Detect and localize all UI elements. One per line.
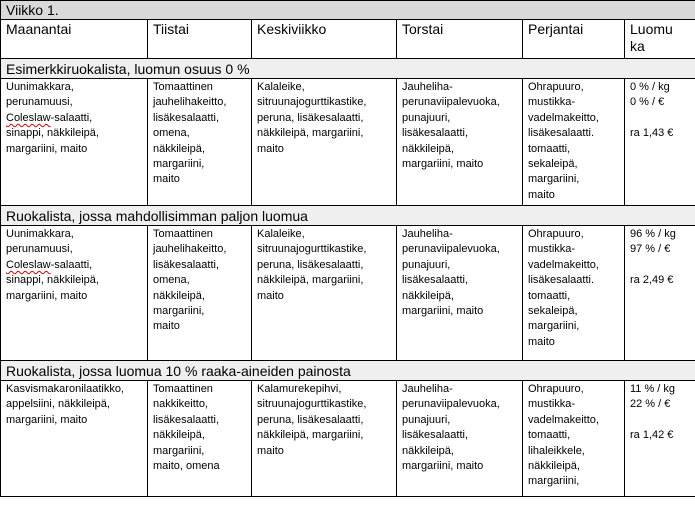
menu-line: näkkileipä, — [402, 444, 454, 457]
menu-line: margariini, maito — [402, 305, 484, 318]
organic-share-cell — [625, 79, 695, 206]
menu-line: margariini, — [528, 173, 580, 186]
friday-menu-cell — [523, 79, 625, 206]
spacer — [630, 258, 691, 273]
column-header-tuesday: Tiistai — [148, 20, 252, 59]
spacer — [630, 413, 691, 428]
menu-line: lisäkesalaatti. — [528, 127, 595, 140]
menu-line: maito — [153, 173, 180, 186]
menu-line: näkkileipä, — [528, 460, 580, 473]
menu-line: lisäkesalaatti, — [153, 111, 220, 124]
menu-line: appelsiini, näkkileipä, — [6, 398, 110, 411]
monday-menu-cell — [1, 381, 148, 497]
menu-line: jauhelihakeitto, — [153, 243, 227, 256]
menu-line: mustikka- — [528, 96, 576, 109]
menu-line: Tomaattinen — [153, 383, 213, 395]
menu-line: perunamuusi, — [6, 243, 73, 256]
menu-line: sitruunajogurttikastike, — [257, 96, 367, 109]
menu-line: tomaatti, — [528, 289, 571, 302]
menu-line: maito — [528, 335, 555, 348]
menu-line: vadelmakeitto, — [528, 111, 599, 124]
menu-line: nakkikeitto, — [153, 398, 209, 411]
menu-line: sekaleipä, — [528, 158, 578, 171]
menu-line: lisäkesalaatti, — [153, 258, 220, 271]
menu-line: näkkileipä, — [402, 289, 454, 302]
menu-line: peruna, lisäkesalaatti, — [257, 413, 364, 426]
organic-share-by-weight: 0 % / kg — [630, 81, 670, 93]
tuesday-menu-cell — [148, 381, 252, 497]
menu-line: näkkileipä, margariini, — [257, 274, 364, 287]
monday-menu-cell — [1, 79, 148, 206]
menu-line: jauhelihakeitto, — [153, 96, 227, 109]
menu-line: lisäkesalaatti, — [402, 274, 469, 287]
menu-line: margariini, maito — [402, 460, 484, 473]
menu-line: maito — [153, 320, 180, 333]
menu-line: maito, omena — [153, 460, 220, 473]
menu-line: punajuuri, — [402, 111, 451, 124]
menu-line: Kalaleike, — [257, 228, 305, 240]
menu-line: punajuuri, — [402, 413, 451, 426]
thursday-menu-cell — [397, 381, 523, 497]
menu-line: margariini, — [153, 305, 205, 318]
menu-line: mustikka- — [528, 398, 576, 411]
menu-line: maito — [257, 444, 284, 457]
menu-line: sinappi, näkkileipä, — [6, 127, 99, 140]
menu-line: lisäkesalaatti. — [528, 274, 595, 287]
thursday-menu-cell — [397, 79, 523, 206]
section-title: Esimerkkiruokalista, luomun osuus 0 % — [1, 59, 695, 79]
menu-line: Ohrapuuro, — [528, 228, 584, 240]
menu-line: punajuuri, — [402, 258, 451, 271]
menu-line: omena, — [153, 274, 190, 287]
menu-line: margariini, — [528, 320, 580, 333]
tuesday-menu-cell — [148, 79, 252, 206]
menu-line: lihaleikkele, — [528, 444, 585, 457]
monday-menu-cell — [1, 226, 148, 361]
menu-line: perunaviipalevuoka, — [402, 96, 500, 109]
column-header-friday: Perjantai — [523, 20, 625, 59]
menu-line: sitruunajogurttikastike, — [257, 398, 367, 411]
menu-line: perunaviipalevuoka, — [402, 398, 500, 411]
menu-line: Uunimakkara, — [6, 228, 74, 240]
column-header-wednesday: Keskiviikko — [252, 20, 397, 59]
menu-line: mustikka- — [528, 243, 576, 256]
spellcheck-word: Coleslaw — [6, 111, 51, 124]
menu-line: Kasvismakaronilaatikko, — [6, 383, 124, 395]
menu-line: lisäkesalaatti, — [402, 429, 469, 442]
menu-line: perunaviipalevuoka, — [402, 243, 500, 256]
organic-header-line: ka — [630, 38, 645, 54]
menu-line: Jauheliha- — [402, 228, 453, 240]
organic-share-by-cost: 22 % / € — [630, 398, 671, 411]
wednesday-menu-cell — [252, 79, 397, 206]
menu-line: margariini, — [153, 444, 205, 457]
menu-line: margariini, maito — [6, 142, 88, 155]
menu-line: näkkileipä, — [153, 429, 205, 442]
menu-line — [6, 258, 143, 273]
friday-menu-cell — [523, 226, 625, 361]
menu-line: Tomaattinen — [153, 228, 213, 240]
price-estimate: ra 1,42 € — [630, 429, 674, 442]
wednesday-menu-cell — [252, 226, 397, 361]
organic-share-by-weight: 11 % / kg — [630, 383, 676, 395]
menu-line: Kalamurekepihvi, — [257, 383, 342, 395]
week-title: Viikko 1. — [1, 1, 695, 20]
price-estimate: ra 2,49 € — [630, 274, 674, 287]
menu-line: näkkileipä, — [153, 142, 205, 155]
menu-line: margariini, maito — [402, 158, 484, 171]
menu-line: näkkileipä, margariini, — [257, 127, 364, 140]
menu-line: Kalaleike, — [257, 81, 305, 93]
menu-line: Uunimakkara, — [6, 81, 74, 93]
menu-line: peruna, lisäkesalaatti, — [257, 111, 364, 124]
tuesday-menu-cell — [148, 226, 252, 361]
menu-line: Tomaattinen — [153, 81, 213, 93]
menu-line: näkkileipä, margariini, — [257, 429, 364, 442]
friday-menu-cell — [523, 381, 625, 497]
wednesday-menu-cell — [252, 381, 397, 497]
section-title: Ruokalista, jossa mahdollisimman paljon luomua — [1, 206, 695, 226]
organic-share-cell — [625, 381, 695, 497]
menu-line: Ohrapuuro, — [528, 81, 584, 93]
organic-share-by-weight: 96 % / kg — [630, 228, 676, 240]
menu-line: Ohrapuuro, — [528, 383, 584, 395]
menu-line: maito — [257, 289, 284, 302]
column-header-thursday: Torstai — [397, 20, 523, 59]
section-title: Ruokalista, jossa luomua 10 % raaka-aineiden painosta — [1, 361, 695, 381]
menu-line: peruna, lisäkesalaatti, — [257, 258, 364, 271]
column-header-organic — [625, 20, 695, 59]
thursday-menu-cell — [397, 226, 523, 361]
organic-share-by-cost: 97 % / € — [630, 243, 671, 256]
menu-line-part: -salaatti, — [50, 111, 93, 124]
organic-share-cell — [625, 226, 695, 361]
menu-line — [6, 111, 143, 126]
menu-line: margariini, — [153, 158, 205, 171]
menu-line: sekaleipä, — [528, 305, 578, 318]
menu-line: tomaatti, — [528, 429, 571, 442]
menu-line: perunamuusi, — [6, 96, 73, 109]
menu-line: margariini, maito — [6, 413, 88, 426]
spellcheck-word: Coleslaw — [6, 258, 51, 271]
menu-line: lisäkesalaatti, — [402, 127, 469, 140]
menu-line: maito — [257, 142, 284, 155]
menu-line-part: -salaatti, — [50, 258, 93, 271]
menu-line: lisäkesalaatti, — [153, 413, 220, 426]
column-header-monday: Maanantai — [1, 20, 148, 59]
organic-share-by-cost: 0 % / € — [630, 96, 665, 109]
menu-line: omena, — [153, 127, 190, 140]
menu-line: tomaatti, — [528, 142, 571, 155]
menu-line: vadelmakeitto, — [528, 413, 599, 426]
spacer — [630, 111, 691, 126]
menu-line: margariini, maito — [6, 289, 88, 302]
menu-line: vadelmakeitto, — [528, 258, 599, 271]
menu-line: Jauheliha- — [402, 81, 453, 93]
menu-line: Jauheliha- — [402, 383, 453, 395]
organic-header-line: Luomu — [630, 21, 673, 37]
menu-line: maito — [528, 188, 555, 201]
menu-line: näkkileipä, — [153, 289, 205, 302]
menu-line: sitruunajogurttikastike, — [257, 243, 367, 256]
menu-line: sinappi, näkkileipä, — [6, 274, 99, 287]
price-estimate: ra 1,43 € — [630, 127, 674, 140]
menu-line: margariini, — [528, 475, 580, 488]
menu-line: näkkileipä, — [402, 142, 454, 155]
